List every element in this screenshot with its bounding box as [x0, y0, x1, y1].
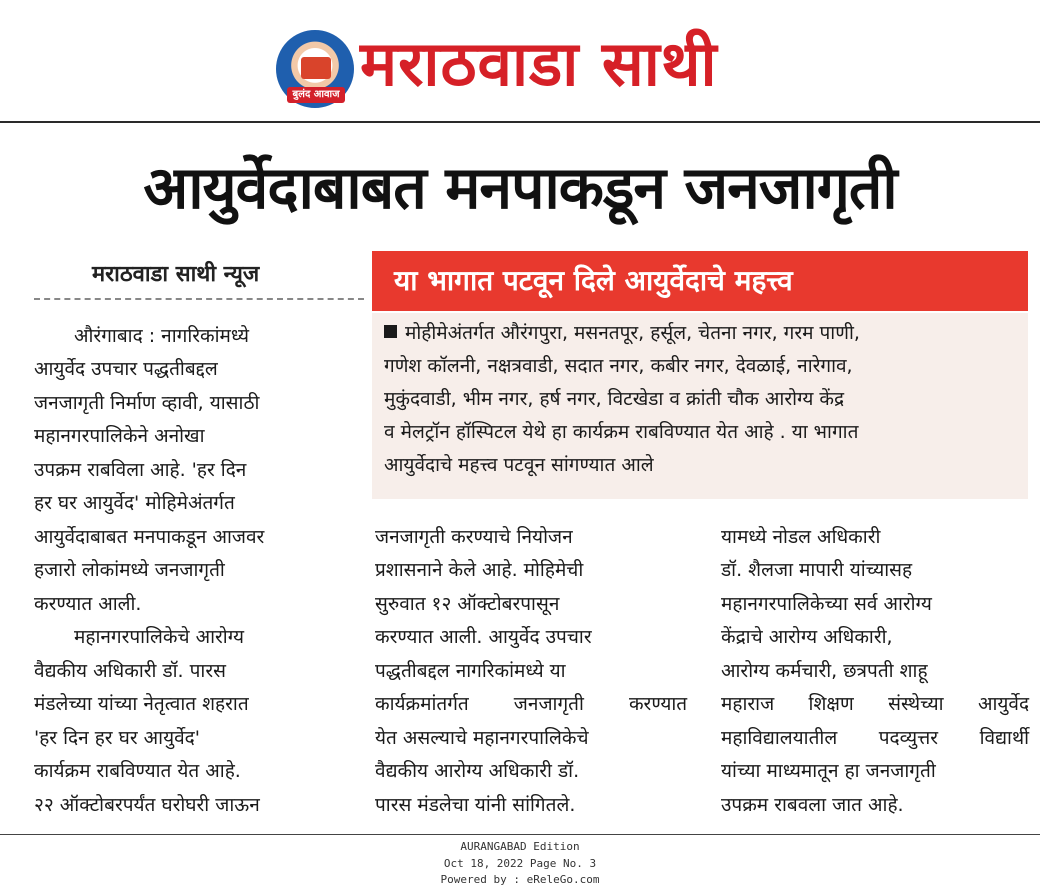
text-line: जनजागृती निर्माण व्हावी, यासाठी [34, 392, 260, 414]
highlight-line: आयुर्वेदाचे महत्त्व पटवून सांगण्यात आले [384, 454, 654, 476]
text-line: कार्यक्रमांतर्गत जनजागृती करण्यात [375, 693, 688, 715]
masthead [0, 0, 1040, 118]
highlight-box [372, 313, 1028, 499]
highlight-line: व मेलट्रॉन हॉस्पिटल येथे हा कार्यक्रम राबविण्यात येत आहे . या भागात [384, 421, 859, 443]
edition-label: AURANGABAD Edition [460, 840, 580, 853]
byline-divider [34, 298, 364, 300]
text-line: आयुर्वेदाबाबत मनपाकडून आजवर [34, 526, 265, 548]
subheadline-banner [372, 251, 1028, 311]
text-line: करण्यात आली. आयुर्वेद उपचार [375, 626, 592, 648]
text-line: सुरुवात १२ ऑक्टोबरपासून [375, 593, 560, 615]
text-line: औरंगाबाद : नागरिकांमध्ये [74, 325, 250, 347]
text-line: महानगरपालिकेचे आरोग्य [74, 626, 245, 648]
logo-ribbon: बुलंद आवाज [287, 87, 345, 103]
highlight-line: मोहीमेअंतर्गत औरंगपुरा, मसनतपूर, हर्सूल, चेतना नगर, गरम पाणी, [384, 319, 860, 345]
text-line: २२ ऑक्टोबरपर्यंत घरोघरी जाऊन [34, 794, 260, 816]
masthead-divider [0, 121, 1040, 123]
highlight-line: गणेश कॉलनी, नक्षत्रवाडी, सदात नगर, कबीर नगर, देवळाई, नारेगाव, [384, 355, 853, 377]
text-line: केंद्राचे आरोग्य अधिकारी, [721, 626, 893, 648]
text-line: 'हर दिन हर घर आयुर्वेद' [34, 727, 200, 749]
text-line: पद्धतीबद्दल नागरिकांमध्ये या [375, 660, 566, 682]
text-line: यामध्ये नोडल अधिकारी [721, 526, 881, 548]
text-line: उपक्रम राबविला आहे. 'हर दिन [34, 459, 247, 481]
text-line: महानगरपालिकेच्या सर्व आरोग्य [721, 593, 932, 615]
text-line: वैद्यकीय आरोग्य अधिकारी डॉ. [375, 760, 580, 782]
footer-divider [0, 834, 1040, 835]
text-line: वैद्यकीय अधिकारी डॉ. पारस [34, 660, 226, 682]
megaphone-icon [301, 57, 331, 79]
text-line: हजारो लोकांमध्ये जनजागृती [34, 559, 225, 581]
byline: मराठवाडा साथी न्यूज [92, 262, 260, 287]
newspaper-name: मराठवाडा साथी [360, 27, 718, 100]
powered-by-label: Powered by : eReleGo.com [440, 873, 600, 886]
text-line: करण्यात आली. [34, 593, 142, 615]
text-line: महानगरपालिकेने अनोखा [34, 425, 205, 447]
text-line: महाराज शिक्षण संस्थेच्या आयुर्वेद [721, 693, 1030, 715]
newspaper-logo [276, 30, 354, 108]
text-line: येत असल्याचे महानगरपालिकेचे [375, 727, 589, 749]
text-line: यांच्या माध्यमातून हा जनजागृती [721, 760, 936, 782]
text-line: मंडलेच्या यांच्या नेतृत्वात शहरात [34, 693, 249, 715]
text-line: डॉ. शैलजा मापारी यांच्यासह [721, 559, 913, 581]
text-line: उपक्रम राबवला जात आहे. [721, 794, 904, 816]
text-line: आरोग्य कर्मचारी, छत्रपती शाहू [721, 660, 928, 682]
text-line: हर घर आयुर्वेद' मोहिमेअंतर्गत [34, 492, 235, 514]
date-page-label: Oct 18, 2022 Page No. 3 [443, 857, 597, 870]
subheadline-text: या भागात पटवून दिले आयुर्वेदाचे महत्त्व [394, 264, 793, 297]
text-line: आयुर्वेद उपचार पद्धतीबद्दल [34, 358, 218, 380]
text-line: कार्यक्रम राबविण्यात येत आहे. [34, 760, 241, 782]
highlight-line: मुकुंदवाडी, भीम नगर, हर्ष नगर, विटखेडा व क्रांती चौक आरोग्य केंद्र [384, 388, 845, 410]
text-line: महाविद्यालयातील पदव्युत्तर विद्यार्थी [721, 727, 1030, 749]
text-line: जनजागृती करण्याचे नियोजन [375, 526, 573, 548]
text-line: प्रशासनाने केले आहे. मोहिमेची [375, 559, 584, 581]
article-headline: आयुर्वेदाबाबत मनपाकडून जनजागृती [143, 153, 897, 222]
text-line: पारस मंडलेचा यांनी सांगितले. [375, 794, 576, 816]
square-bullet-icon [384, 325, 397, 338]
